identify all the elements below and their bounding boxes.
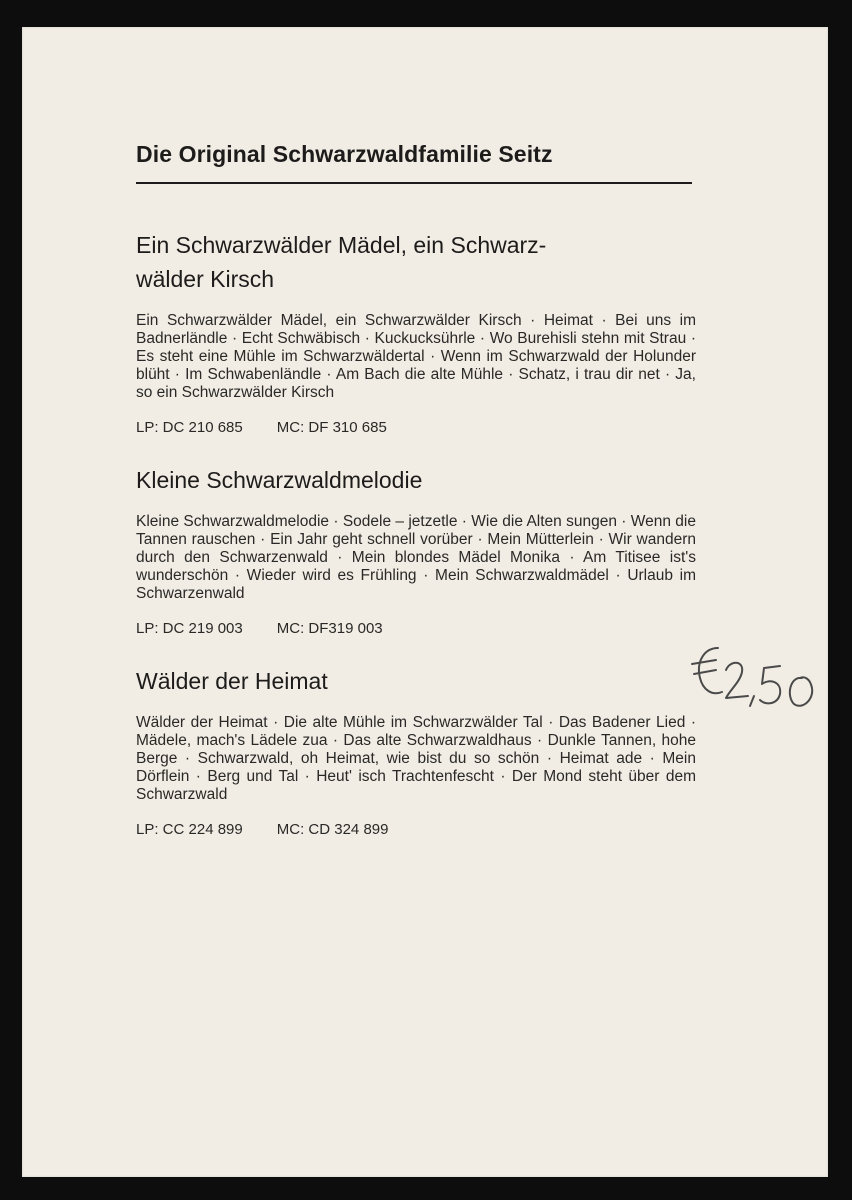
album-section-1 (136, 228, 696, 436)
album-title (136, 228, 696, 296)
card-content (136, 139, 696, 838)
album-title: Wälder der Heimat (136, 668, 328, 694)
album-section-3 (136, 664, 696, 838)
album-title-line: Ein Schwarzwälder Mädel, ein Schwarz- wälder Kirsch (136, 232, 547, 292)
track-list: Kleine Schwarzwaldmelodie · Sodele – jetzetle · Wie die Alten sungen · Wenn die Tannen rauschen · Ein Jahr geht schnell vorüber · Mein Mütterlein · Wir wandern durch den Schwarzenwald · Mein blondes Mädel Monika · Am Titisee ist's wunderschön · Wieder wird es Frühling · Mein Schwarzwaldmädel · Urlaub im Schwarzenwald (136, 513, 696, 602)
album-section-2 (136, 463, 696, 637)
format-numbers (136, 821, 696, 838)
mc-number: MC: DF 310 685 (276, 419, 387, 436)
format-numbers (136, 620, 696, 637)
track-list: Wälder der Heimat · Die alte Mühle im Schwarzwälder Tal · Das Badener Lied · Mädele, mach's Lädele zua · Das alte Schwarzwaldhaus · Dunkle Tannen, hohe Berge · Schwarzwald, oh Heimat, wie bist du so schön · Heimat ade · Mein Dörflein · Berg und Tal · Heut' isch Trachtenfescht · Der Mond steht über dem Schwarzwald (136, 714, 696, 803)
lp-number: LP: DC 219 003 (136, 620, 243, 637)
mc-number: MC: DF319 003 (276, 620, 383, 637)
lp-number: LP: CC 224 899 (136, 821, 243, 838)
format-numbers (136, 419, 696, 436)
mc-number: MC: CD 324 899 (276, 821, 389, 838)
page-title: Die Original Schwarzwaldfamilie Seitz (136, 141, 553, 167)
lp-number: LP: DC 210 685 (136, 419, 243, 436)
printed-card (22, 27, 828, 1177)
album-title: Kleine Schwarzwaldmelodie (136, 467, 423, 493)
track-list: Ein Schwarzwälder Mädel, ein Schwarzwälder Kirsch · Heimat · Bei uns im Badnerländle · Echt Schwäbisch · Kuckucksührle · Wo Burehisli stehn mit Strau · Es steht eine Mühle im Schwarzwäldertal · Wenn im Schwarzwald der Holunder blüht · Im Schwabenländle · Am Bach die alte Mühle · Schatz, i trau dir net · Ja, so ein Schwarzwälder Kirsch (136, 312, 696, 401)
handwritten-price-note (690, 640, 820, 730)
title-divider (136, 182, 692, 184)
